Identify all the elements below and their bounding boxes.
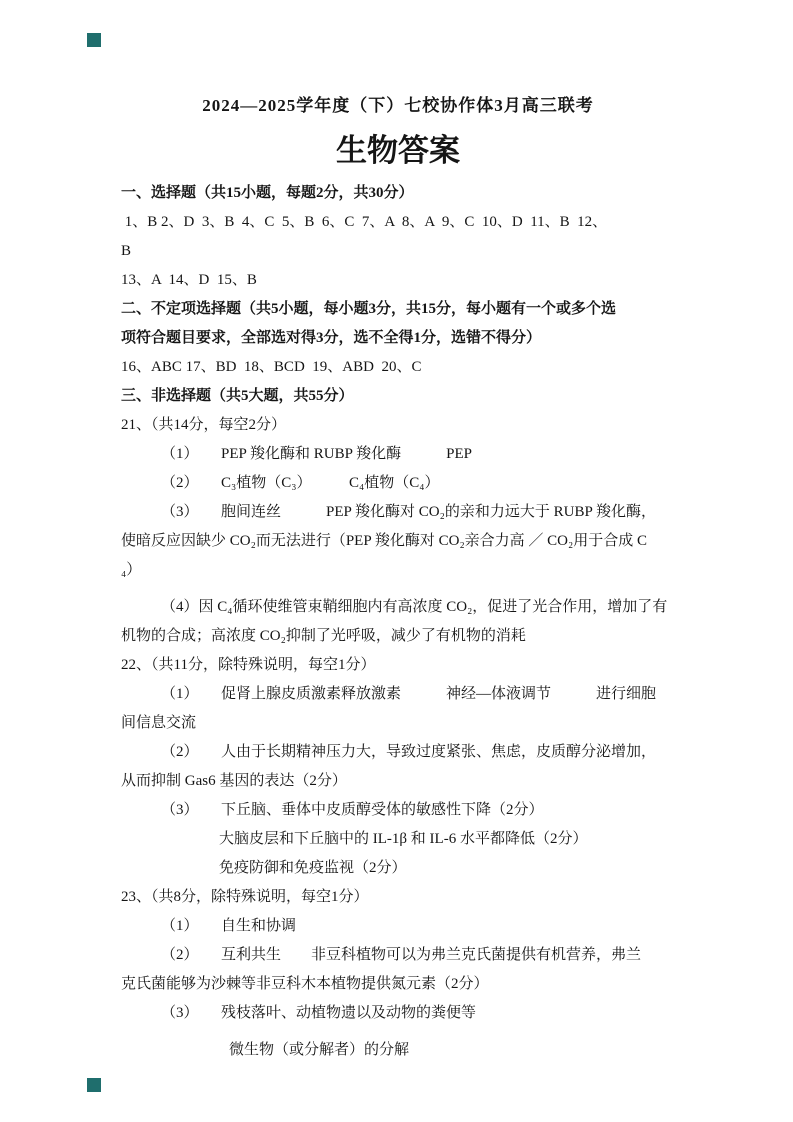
text-line: 22、（共11分，除特殊说明，每空1分） <box>121 657 376 673</box>
document-body <box>121 179 675 1065</box>
text-line: （3） 残枝落叶、动植物遗以及动物的粪便等 <box>161 1005 477 1021</box>
text-line: 免疫防御和免疫监视（2分） <box>219 860 407 876</box>
text-line: （2） C₃植物（C₃） C₄植物（C₄） <box>161 475 440 491</box>
text-line: 从而抑制 Gas6 基因的表达（2分） <box>121 773 347 789</box>
text-line: （2） 人由于长期精神压力大，导致过度紧张、焦虑，皮质醇分泌增加， <box>161 744 657 760</box>
text-line: （2） 互利共生 非豆科植物可以为弗兰克氏菌提供有机营养，弗兰 <box>161 947 642 963</box>
text-line: （1） PEP 羧化酶和 RUBP 羧化酶 PEP <box>161 446 473 462</box>
page-corner-mark-top <box>87 33 101 47</box>
text-line: 间信息交流 <box>121 715 197 731</box>
exam-header-title: 2024—2025学年度（下）七校协作体3月高三联考 <box>202 96 594 115</box>
text-line: B <box>121 243 132 259</box>
text-line: 微生物（或分解者）的分解 <box>229 1042 410 1058</box>
text-line: 大脑皮层和下丘脑中的 IL-1β 和 IL-6 水平都降低（2分） <box>219 831 588 847</box>
text-line: （4）因 C₄循环使维管束鞘细胞内有高浓度 CO₂，促进了光合作用，增加了有 <box>161 599 668 615</box>
text-line: （3） 胞间连丝 PEP 羧化酶对 CO₂的亲和力远大于 RUBP 羧化酶， <box>161 504 656 520</box>
text-line: 1、B 2、D 3、B 4、C 5、B 6、C 7、A 8、A 9、C 10、D 11、B 12、 <box>121 214 608 230</box>
text-line: （3） 下丘脑、垂体中皮质醇受体的敏感性下降（2分） <box>161 802 544 818</box>
text-line: 23、（共8分，除特殊说明，每空1分） <box>121 889 369 905</box>
document-title: 生物答案 <box>336 133 460 168</box>
text-line: 机物的合成；高浓度 CO₂抑制了光呼吸，减少了有机物的消耗 <box>121 628 526 644</box>
page-corner-mark-bottom <box>87 1078 101 1092</box>
text-line: （1） 自生和协调 <box>161 918 297 934</box>
text-line: 13、A 14、D 15、B <box>121 272 257 288</box>
text-line: 16、ABC 17、BD 18、BCD 19、ABD 20、C <box>121 359 422 375</box>
text-line: 项符合题目要求，全部选对得3分，选不全得1分，选错不得分） <box>121 330 542 346</box>
text-line: 二、不定项选择题（共5小题，每小题3分，共15分，每小题有一个或多个选 <box>121 301 617 317</box>
text-line: 三、非选择题（共5大题，共55分） <box>121 388 354 404</box>
text-line: 使暗反应因缺少 CO₂而无法进行（PEP 羧化酶对 CO₂亲合力高 ／ CO₂用于合成 C <box>121 533 647 549</box>
text-line: 克氏菌能够为沙棘等非豆科木本植物提供氮元素（2分） <box>121 976 489 992</box>
text-line: 一、选择题（共15小题，每题2分，共30分） <box>121 185 414 201</box>
text-line: 21、（共14分，每空2分） <box>121 417 287 433</box>
text-line: ₄） <box>121 562 142 578</box>
text-line: （1） 促肾上腺皮质激素释放激素 神经—体液调节 进行细胞 <box>161 686 657 702</box>
